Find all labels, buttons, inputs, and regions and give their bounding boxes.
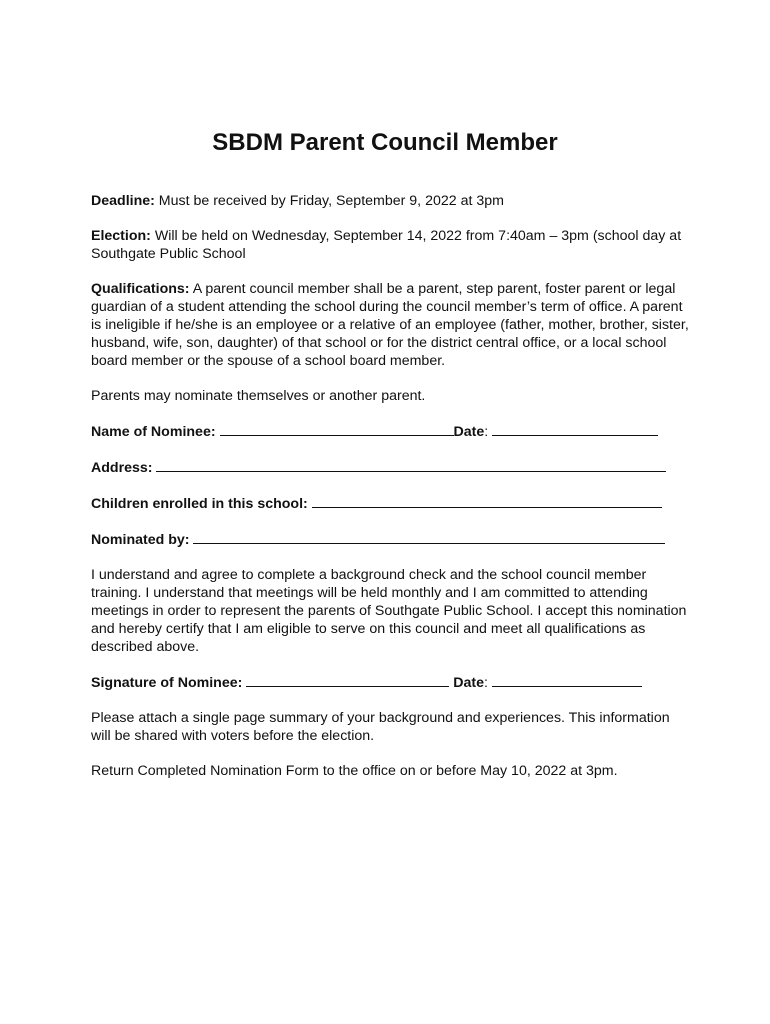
attach-note: Please attach a single page summary of your background and experiences. This information will be shared with voters before the election.	[91, 710, 670, 744]
date-label-1: Date	[453, 424, 485, 440]
children-label: Children enrolled in this school:	[91, 496, 312, 512]
deadline-paragraph	[91, 192, 691, 210]
nominated-by-field[interactable]	[193, 530, 665, 544]
nominee-name-row	[91, 422, 691, 441]
date-colon-1: :	[484, 424, 493, 440]
nominee-name-field[interactable]	[220, 422, 454, 436]
qualifications-text: A parent council member shall be a parent, step parent, foster parent or legal guardian of a student attending the school during the council member’s term of office. A parent is ineligible if he/she is an employee or a relative of an employee (father, mother, brother, sister, husband, wife, son, daughter) of that school or for the district central office, or a local school board member or the spouse of a school board member.	[91, 281, 689, 369]
election-text: Will be held on Wednesday, September 14, 2022 from 7:40am – 3pm (school day at Southgate Public School	[91, 228, 682, 262]
election-label: Election:	[91, 228, 151, 244]
signature-field[interactable]	[246, 673, 449, 687]
deadline-text: Must be received by Friday, September 9, 2022 at 3pm	[154, 193, 504, 209]
children-row	[91, 494, 691, 513]
signature-row	[91, 673, 691, 692]
page-title: SBDM Parent Council Member	[212, 129, 558, 156]
nominated-by-row	[91, 530, 691, 549]
return-note: Return Completed Nomination Form to the office on or before May 10, 2022 at 3pm.	[91, 763, 618, 779]
election-paragraph	[91, 227, 691, 263]
signature-label: Signature of Nominee:	[91, 675, 247, 691]
address-label: Address:	[91, 460, 157, 476]
deadline-label: Deadline:	[91, 193, 155, 209]
qualifications-paragraph	[91, 280, 691, 370]
signature-date-field[interactable]	[492, 673, 642, 687]
agreement-paragraph: I understand and agree to complete a background check and the school council member training. I understand that meetings will be held monthly and I am committed to attending meetings in order to represent the parents of Southgate Public School. I accept this nomination and hereby certify that I am eligible to serve on this council and meet all qualifications as described above.	[91, 567, 687, 655]
children-field[interactable]	[312, 494, 662, 508]
date-colon-2: :	[484, 675, 492, 691]
nominated-by-label: Nominated by:	[91, 532, 194, 548]
address-field[interactable]	[156, 458, 666, 472]
date-label-2: Date	[453, 675, 485, 691]
nominee-name-label: Name of Nominee:	[91, 424, 220, 440]
form-body	[91, 192, 691, 797]
nominate-note: Parents may nominate themselves or another parent.	[91, 388, 426, 404]
nominee-date-field[interactable]	[492, 422, 658, 436]
qualifications-label: Qualifications:	[91, 281, 190, 297]
address-row	[91, 458, 691, 477]
